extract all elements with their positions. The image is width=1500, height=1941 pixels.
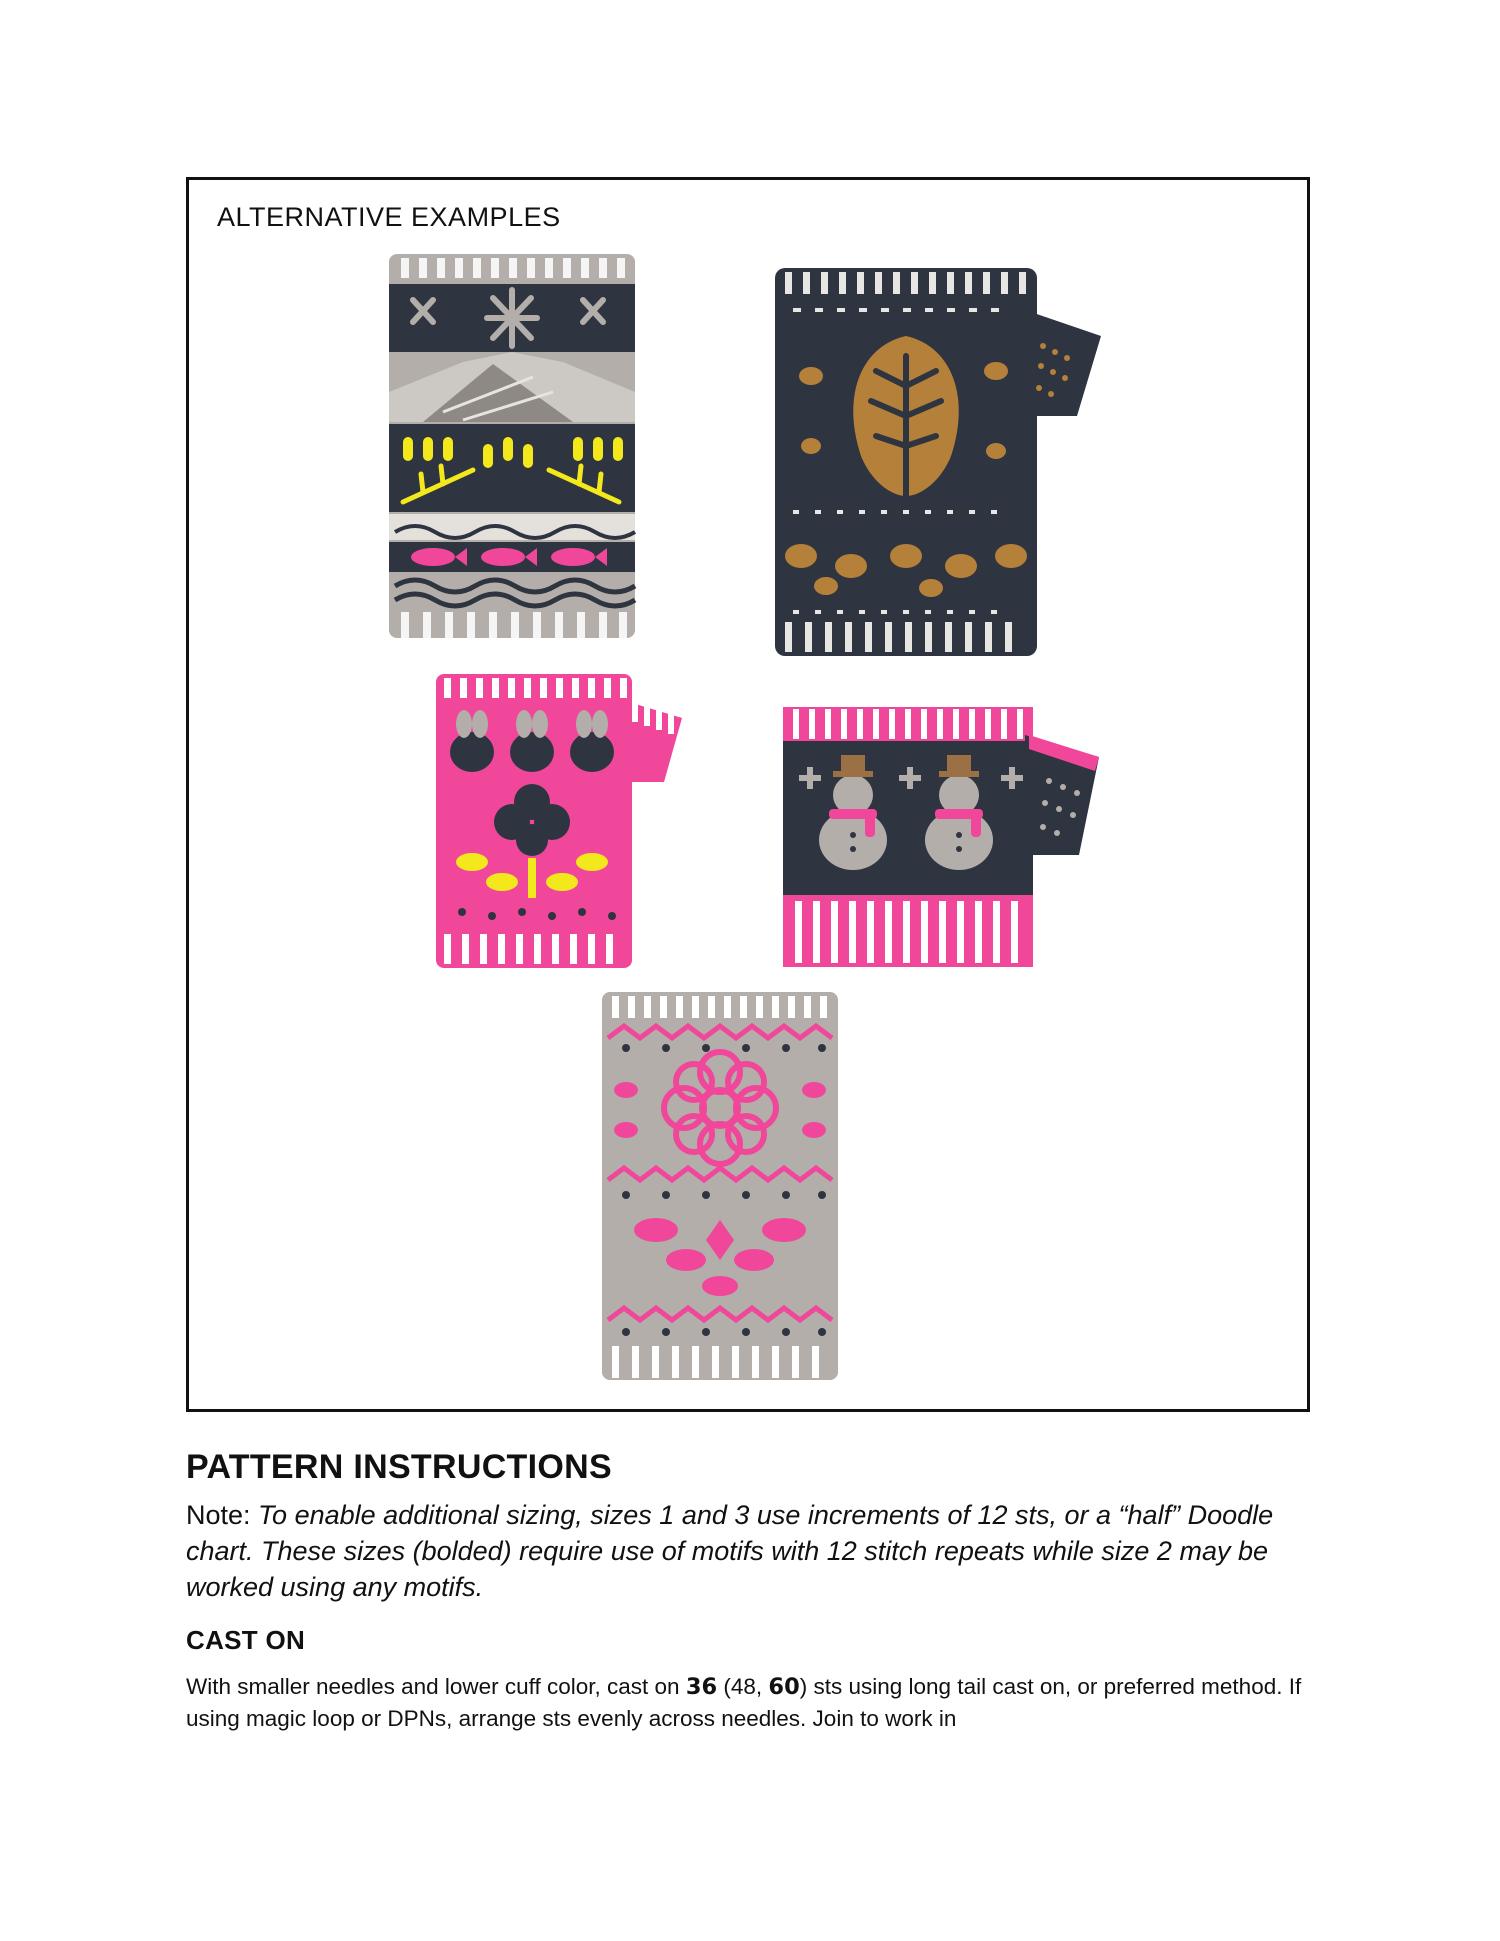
fair-isle-mitten-snowflake-mountains-fish-icon (383, 252, 641, 640)
note-label: Note: (186, 1500, 259, 1530)
cast-on-heading: CAST ON (186, 1625, 306, 1655)
sizing-note (186, 1497, 1316, 1605)
size-1-stitches: 36 (685, 1674, 718, 1700)
cast-on-text-1: With smaller needles and lower cuff color, cast on (186, 1674, 686, 1699)
examples-label: ALTERNATIVE EXAMPLES (217, 202, 561, 232)
cast-on-text-3: ) sts using long tail cast on, or preferred method. If using magic loop or DPNs, arrange sts evenly across needles. Join to work in (186, 1674, 1302, 1731)
fair-isle-mitten-pink-flower-icon (596, 990, 844, 1383)
cast-on-text-2: (48, (717, 1674, 769, 1699)
examples-frame (186, 177, 1310, 1412)
pattern-instructions-heading: PATTERN INSTRUCTIONS (186, 1448, 612, 1486)
cast-on-paragraph (186, 1671, 1316, 1734)
fingerless-mitten-leaf-icon (771, 266, 1121, 659)
fingerless-mitten-snowmen-icon (779, 705, 1109, 970)
fingerless-mitten-bees-flowers-icon (432, 672, 690, 970)
size-3-stitches: 60 (768, 1674, 800, 1700)
note-text: To enable additional sizing, sizes 1 and 3 use increments of 12 sts, or a “half” Doodle chart. These sizes (bolded) require use of motifs with 12 stitch repeats while size 2 may be worked using any motifs. (186, 1500, 1274, 1602)
